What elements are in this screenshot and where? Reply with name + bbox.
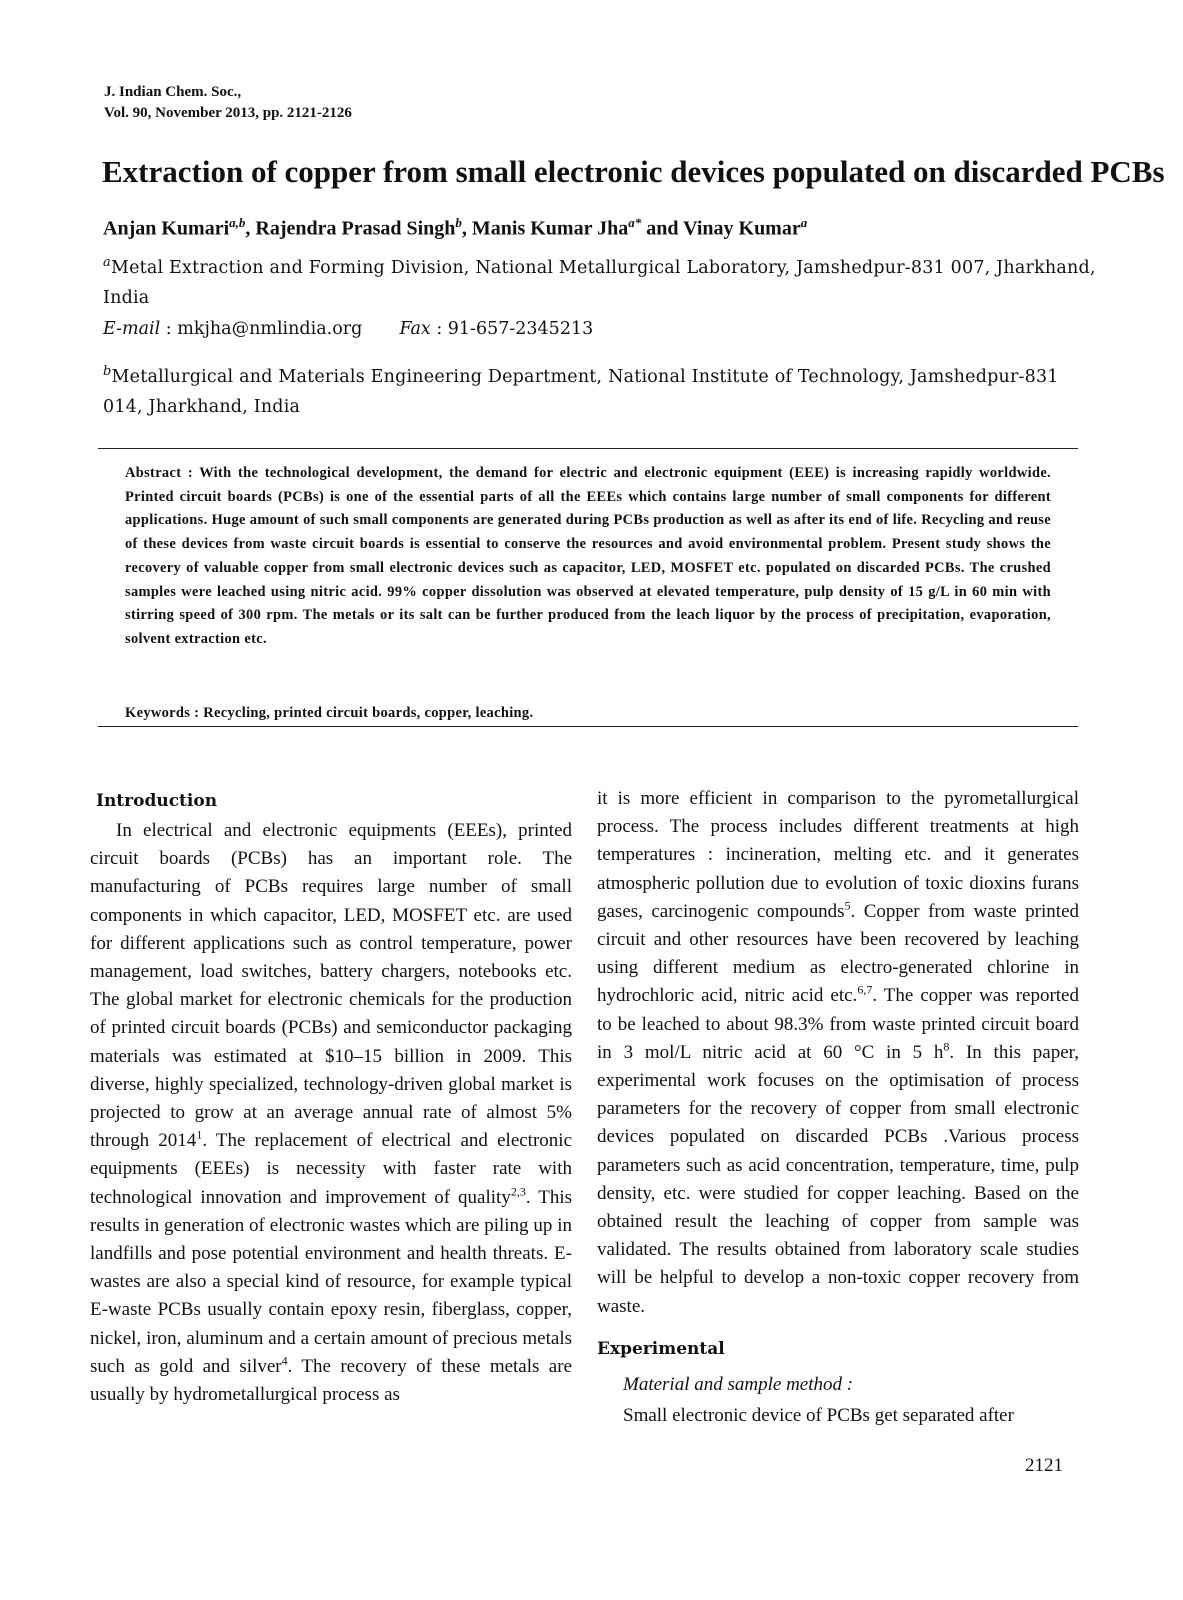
author-name: Manis Kumar Jha xyxy=(471,217,629,240)
subsection-heading: Material and sample method : xyxy=(623,1374,854,1395)
author-superscript: a xyxy=(800,215,808,230)
fax-number: 91-657-2345213 xyxy=(447,319,594,339)
affiliation-mark: b xyxy=(103,364,112,379)
email-label: E-mail xyxy=(103,319,161,339)
body-text: . This results in generation of electronic wastes which are piling up in landfills and pose potential environment and health threats. E-wastes are also a special kind of resource, for example typical E-waste PCBs usually contain epoxy resin, fiberglass, copper, nickel, iron, aluminum and a certain amount of precious metals such as gold and silver xyxy=(90,1186,572,1377)
journal-name: J. Indian Chem. Soc., xyxy=(104,84,242,100)
email-address[interactable]: mkjha@nmlindia.org xyxy=(177,319,363,339)
paper-title: Extraction of copper from small electronic devices populated on discarded PCBs xyxy=(102,154,1165,189)
affiliation-text: Metallurgical and Materials Engineering Department, National Institute of Technology, Jamshedpur-831 014, Jharkhand, India xyxy=(103,366,1059,417)
author-list xyxy=(103,210,807,242)
affiliation-a xyxy=(103,248,1103,313)
author-superscript: a,b xyxy=(229,215,246,230)
body-text: . The replacement of electrical and electronic equipments (EEEs) is necessity with faster rate with technological innovation and improvement of quality xyxy=(90,1130,573,1208)
abstract-bottom-rule xyxy=(98,726,1078,727)
author-separator: and xyxy=(641,217,684,240)
author-name: Rajendra Prasad Singh xyxy=(255,217,456,240)
body-text: . The copper was reported to be leached to about 98.3% from waste printed circuit board in 3 mol/L nitric acid at 60 °C in 5 h xyxy=(597,985,1079,1063)
affiliation-mark: a xyxy=(103,255,111,270)
body-text: . In this paper, experimental work focuses on the optimisation of process parameters for the recovery of copper from small electronic devices populated on discarded PCBs .Various process parameters such as acid concentration, temperature, time, pulp density, etc. were studied for copper leaching. Based on the obtained result the leaching of copper from sample was validated. The results obtained from laboratory scale studies will be helpful to develop a non-toxic copper recovery from waste. xyxy=(597,1041,1079,1317)
body-text: Small electronic device of PCBs get separated after xyxy=(623,1405,1014,1426)
body-paragraph xyxy=(90,817,572,1409)
body-column-left xyxy=(90,817,572,1409)
keywords: Keywords : Recycling, printed circuit boards, copper, leaching. xyxy=(125,705,534,721)
citation-ref: 4 xyxy=(281,1353,288,1368)
body-text: In electrical and electronic equipments (EEEs), printed circuit boards (PCBs) has an important role. The manufacturing of PCBs requires large number of small components in which capacitor, LED, MOSFET etc. are used for different applications such as control temperature, power management, load switches, battery chargers, notebooks etc. The global market for electronic chemicals for the production of printed circuit boards (PCBs) and semiconductor packaging materials was estimated at $10–15 billion in 2009. This diverse, highly specialized, technology-driven global market is projected to grow at an average annual rate of almost 5% through 2014 xyxy=(90,820,572,1152)
abstract: Abstract : With the technological development, the demand for electric and electronic equipment (EEE) is increasing rapidly worldwide. Printed circuit boards (PCBs) is one of the essential parts of all the EEEs which contains large number of small components for different applications. Huge amount of such small components are generated during PCBs production as well as after its end of life. Recycling and reuse of these devices from waste circuit boards is essential to conserve the resources and avoid environmental problem. Present study shows the recovery of valuable copper from small electronic devices such as capacitor, LED, MOSFET etc. populated on discarded PCBs. The crushed samples were leached using nitric acid. 99% copper dissolution was observed at elevated temperature, pulp density of 15 g/L in 60 min with stirring speed of 300 rpm. The metals or its salt can be further produced from the leach liquor by the process of precipitation, evaporation, solvent extraction etc. xyxy=(125,465,1051,647)
author-name: Anjan Kumari xyxy=(103,217,230,240)
journal-citation xyxy=(104,82,352,124)
body-column-right xyxy=(597,785,1079,1321)
section-heading-introduction: Introduction xyxy=(96,791,218,811)
body-text: . Copper from waste printed circuit and other resources have been recovered by leaching using different medium as electro-generated chlorine in hydrochloric acid, nitric acid etc. xyxy=(597,900,1080,1007)
journal-volume: Vol. 90, November 2013, pp. 2121-2126 xyxy=(104,105,352,121)
section-heading-experimental: Experimental xyxy=(597,1339,725,1359)
fax-label: Fax xyxy=(399,319,431,339)
author-separator: , xyxy=(461,217,472,240)
citation-ref: 1 xyxy=(196,1127,203,1142)
citation-ref: 8 xyxy=(943,1039,950,1054)
contact-line: E-mail : mkjha@nmlindia.org Fax : 91-657-2345213 xyxy=(103,319,594,339)
author-separator: , xyxy=(245,217,256,240)
page-number: 2121 xyxy=(1025,1455,1063,1476)
abstract-top-rule xyxy=(98,448,1078,449)
author-superscript: b xyxy=(455,215,462,230)
citation-ref: 5 xyxy=(844,898,851,913)
citation-ref: 6,7 xyxy=(857,983,873,998)
body-text: . The recovery of these metals are usually by hydrometallurgical process as xyxy=(90,1355,572,1406)
author-superscript: a* xyxy=(628,215,642,230)
body-text: it is more efficient in comparison to the pyrometallurgical process. The process includes different treatments at high temperatures : incineration, melting etc. and it generates atmospheric pollution due to evolution of toxic dioxins furans gases, carcinogenic compounds xyxy=(597,788,1079,922)
author-name: Vinay Kumar xyxy=(683,217,801,240)
affiliation-text: Metal Extraction and Forming Division, National Metallurgical Laboratory, Jamshedpur-831 007, Jharkhand, India xyxy=(103,257,1096,308)
affiliation-b xyxy=(103,357,1103,422)
citation-ref: 2,3 xyxy=(510,1184,526,1199)
body-paragraph xyxy=(597,785,1079,1321)
